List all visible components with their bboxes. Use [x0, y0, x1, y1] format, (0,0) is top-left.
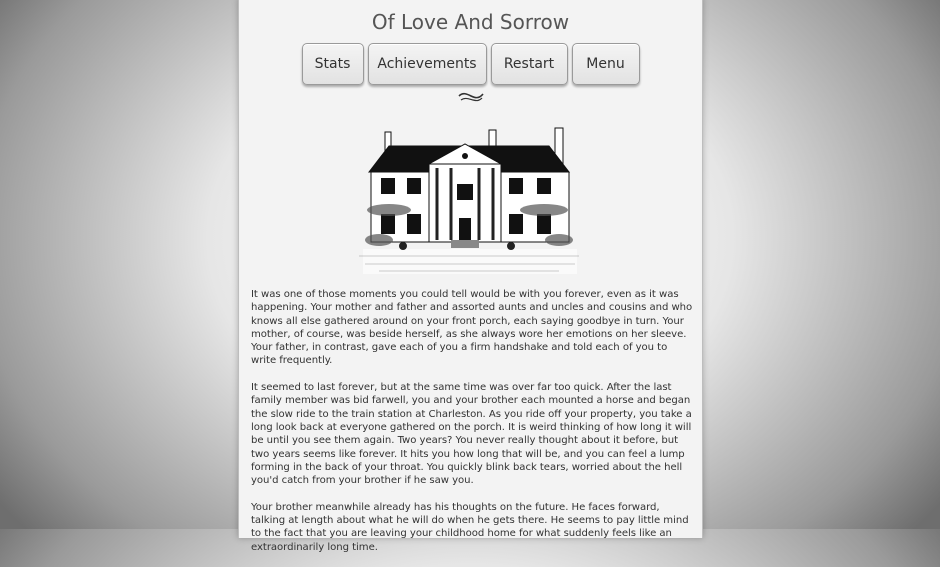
- story-paragraph: Your brother meanwhile already has his thoughts on the future. He faces forward, talking at length about what he will do when he gets there. He seems to pay little mind to the fact that you are leaving your childhood home for what suddenly feels like an extraordinarily long time.: [251, 501, 689, 553]
- restart-button[interactable]: Restart: [491, 43, 568, 85]
- top-button-bar: [239, 43, 702, 85]
- story-text: [251, 288, 693, 567]
- mansion-illustration: [359, 124, 581, 276]
- story-paragraph: It seemed to last forever, but at the same time was over far too quick. After the last family member was bid farwell, you and your brother each mounted a horse and began the slow ride to the train station at Charleston. As you ride off your property, you take a long look back at everyone gathered on the porch. It is weird thinking of how long it will be until you see them again. Two years? You never really thought about it before, but two years seems like forever. It hits you how long that will be, and you can feel a lump forming in the back of your throat. You quickly blink back tears, worried about the hell you'd catch from your brother if he saw you.: [251, 382, 692, 487]
- flourish-divider-icon: [457, 90, 485, 104]
- story-paragraph: It was one of those moments you could tell would be with you forever, even as it was happening. Your mother and father and assorted aunts and uncles and cousins and who knows all else gathered around on your front porch, each saying goodbye in turn. Your mother, of course, was beside herself, as she always wore her emotions on her sleeve. Your father, in contrast, gave each of you a firm handshake and told each of you to write frequently.: [251, 289, 693, 367]
- achievements-button[interactable]: Achievements: [368, 43, 487, 85]
- game-panel: [238, 0, 703, 553]
- menu-button[interactable]: Menu: [572, 43, 640, 85]
- game-title: Of Love And Sorrow: [371, 10, 570, 34]
- stats-button[interactable]: Stats: [302, 43, 364, 85]
